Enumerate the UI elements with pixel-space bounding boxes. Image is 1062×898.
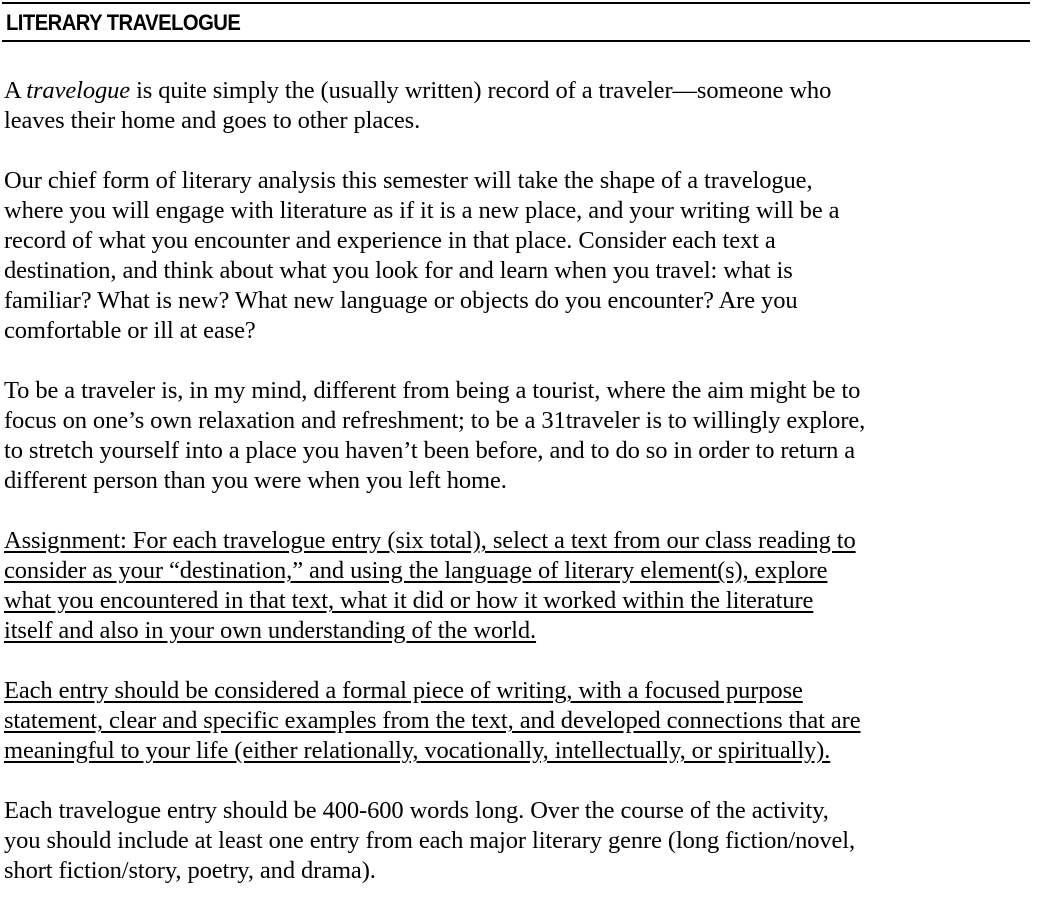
paragraph-line-underlined: statement, clear and specific examples from the text, and developed connections that are — [4, 707, 861, 734]
paragraph-length-genres — [4, 796, 1032, 886]
paragraph-line-underlined: Assignment: For each travelogue entry (six total), select a text from our class reading to — [4, 527, 856, 554]
paragraph-line: different person than you were when you left home. — [4, 467, 507, 494]
paragraph-traveler-vs-tourist — [4, 376, 1032, 496]
paragraph-line-underlined: meaningful to your life (either relationally, vocationally, intellectually, or spiritually). — [4, 737, 831, 764]
paragraph-line: familiar? What is new? What new language or objects do you encounter? Are you — [4, 287, 798, 314]
paragraph-entry-requirements — [4, 676, 1032, 766]
paragraph-analysis-form — [4, 166, 1032, 346]
paragraph-line-underlined: what you encountered in that text, what it did or how it worked within the literature — [4, 587, 814, 614]
paragraph-line: comfortable or ill at ease? — [4, 317, 256, 344]
paragraph-line: Each travelogue entry should be 400-600 words long. Over the course of the activity, — [4, 797, 829, 824]
emphasis-term: travelogue — [26, 77, 131, 104]
document — [4, 0, 1032, 886]
heading-bar — [2, 2, 1030, 42]
document-heading: LITERARY TRAVELOGUE — [6, 10, 241, 35]
paragraph-travelogue-definition — [4, 76, 1032, 136]
paragraph-line-underlined: itself and also in your own understanding of the world. — [4, 617, 537, 644]
paragraph-line: To be a traveler is, in my mind, different from being a tourist, where the aim might be to — [4, 377, 861, 404]
paragraph-line: leaves their home and goes to other places. — [4, 107, 421, 134]
text-run: is quite simply the (usually written) record of a traveler—someone who — [130, 77, 832, 104]
paragraph-line — [4, 76, 1032, 106]
paragraph-line: to stretch yourself into a place you haven’t been before, and to do so in order to return a — [4, 437, 856, 464]
paragraph-line: Our chief form of literary analysis this semester will take the shape of a travelogue, — [4, 167, 813, 194]
text-run: A — [4, 77, 27, 104]
paragraph-line: record of what you encounter and experience in that place. Consider each text a — [4, 227, 776, 254]
paragraph-line: destination, and think about what you look for and learn when you travel: what is — [4, 257, 793, 284]
paragraph-line: where you will engage with literature as if it is a new place, and your writing will be a — [4, 197, 840, 224]
paragraph-assignment — [4, 526, 1032, 646]
paragraph-line: you should include at least one entry from each major literary genre (long fiction/novel, — [4, 827, 856, 854]
paragraph-line-underlined: consider as your “destination,” and using the language of literary element(s), explore — [4, 557, 828, 584]
paragraph-line-underlined: Each entry should be considered a formal piece of writing, with a focused purpose — [4, 677, 803, 704]
paragraph-line: short fiction/story, poetry, and drama). — [4, 857, 376, 884]
paragraph-line: focus on one’s own relaxation and refreshment; to be a 31traveler is to willingly explore, — [4, 407, 866, 434]
